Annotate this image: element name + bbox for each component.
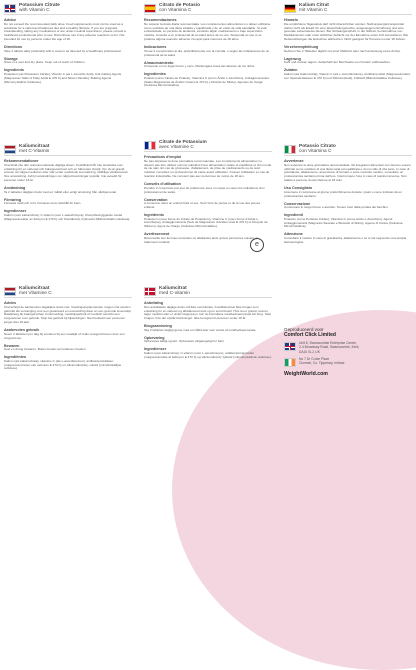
block-title: Citrate de Potassium avec Vitamine C [159,140,207,151]
block-title: Kaliumcitraat met Vitamine C [19,286,52,297]
section-heading: Avertissement [144,232,170,237]
section-text: Koel en droog bewaren. Buiten bereik van kinderen houden. [4,347,87,352]
website-link[interactable]: WeightWorld.com [284,370,328,377]
section-text: No superar la dosis diaria recomendada. Los complementos alimenticios no deben utilizarse como sustituto de una dieta variada y equilibrada y de un estilo de vida saludable. Si está embarazada, en período de lactancia, tomando algún medicamento o bajo supervisión médica, consulte a un profesional de la salud antes de su uso. Suspenda su uso si se produce alguna reacción adversa. No apto para menores de 18 años. [144,21,271,42]
section-heading: Zutaten [284,68,298,73]
section-text: A conserver dans un endroit frais et sec. Tenir hors de portée et de la vue des jeunes enfants. [144,201,261,210]
block-title: Potassio Citrato con Vitamina C [299,144,336,155]
section-text: Déconseillé aux femmes enceintes ou allaitantes ainsi qu'aux personnes suivant un traitement médical. [144,235,259,244]
divider [4,14,132,15]
section-text: Kühl und trocken lagern. Außerhalb der Reichweite von Kindern aufbewahren. [284,60,391,65]
section-heading: Opbevaring [144,335,165,340]
section-text: Prendre 2 comprimés par jour de préférence avec un repas ou selon les indications d'un professionnel de santé. [144,185,265,194]
label-block-dutch [4,286,132,371]
section-heading: Aanbevolen gebruik [4,328,40,333]
label-block-danish [144,286,272,360]
block-header [284,144,412,154]
block-header [144,3,272,13]
label-block-spanish [144,3,272,88]
block-header [4,286,132,296]
section-heading: Recomendaciones [144,18,177,22]
italy-flag-icon [284,145,296,154]
section-text: Die empfohlene Tagesdosis darf nicht überschritten werden. Nahrungsergänzungsmittel dürfen nicht als Ersatz für eine abwechslungsreiche, ausgewogene Ernährung und eine gesunde Lebensweise dienen. Bei Schwangerschaft, in der Stillzeit, bei Einnahme von Medikamenten oder unter ärztlicher Aufsicht vor der Einnahme einen Arzt konsultieren. Bei Nebenwirkungen die Einnahme abbrechen. Nicht geeignet für Personen unter 18 Jahren. [284,21,408,42]
section-text: Kalium (als kaliumcitraat), vitamine C (als L-ascorbinezuur), antiklontermiddelen (magnesiumzouten van vetzuren E 470 b) en siliciumdioxide), vulstof (microkristallijne cellulose). [4,358,122,371]
block-title: Kaliumcitrat med C-vitamin [159,286,190,297]
section-heading: Ingredienser [144,347,167,352]
section-text: Overschrijd de aanbevolen dagelijkse dosis niet. Voedingssupplementen mogen niet worden gebruikt als vervanging voor een gevarieerd en evenwichtig dieet en een gezonde levensstijl. Raadpleeg bij zwangerschap, borstvoeding, medicijngebruik of medisch toezicht een zorgverlener voor gebruik. Stop het gebruik bij bijwerkingen. Niet bedoeld voor personen jonger dan 18 jaar. [4,304,132,325]
section-heading: Directions [4,45,23,50]
section-text: Tag 2 tabletter dagligt gerne med et måltid eller som anvist af sundhedspersonale. [144,327,257,332]
section-text: Ta 2 tabletter dagligen helst med en måltid eller enligt anvisning från vårdpersonal. [4,189,117,194]
address-line: 2-4 Broadway Road, Swanscombe, Kent, [299,345,360,350]
section-heading: Ingrédients [144,212,164,217]
address-line: Clonmel, Co. Tipperary, Ireland [299,361,345,366]
section-text: Neem 2 tabletten per dag bij voorkeur bij een maaltijd of zoals voorgeschreven door een zorgverlener. [4,331,125,340]
section-text: Kalium (als Kaliumcitrat), Vitamin C (als L-Ascorbinsäure), Antiklumpmittel (Magnesiumsalze von Speisefettsäuren E 470 b) und Siliciumdioxid), Füllstoff (Mikrokristalline Cellulose). [284,71,411,80]
block-title: Citrato de Potasio con Vitamina C [159,3,201,14]
label-block-english [4,3,132,84]
label-block-french [144,140,272,245]
section-heading: Advies [4,301,17,305]
section-heading: Conservazione [284,201,311,206]
germany-flag-icon [284,4,296,13]
block-header [144,140,272,150]
block-title: Kaliumcitraat met C-Vitamin [19,144,50,155]
divider [284,14,412,15]
section-heading: Avvertenze [284,159,304,163]
address-ireland [284,357,412,367]
uk-flag-icon [284,342,296,351]
section-text: Store in a cool and dry place. Keep out of reach of children. [4,60,86,65]
block-title: Potassium Citrate with Vitamin C [19,3,60,14]
section-heading: Hinweis [284,18,298,22]
section-heading: Précautions d'emploi [144,155,182,159]
block-header [4,3,132,13]
france-flag-icon [144,141,156,150]
netherlands-flag-icon [4,287,16,296]
section-heading: Ingredients [4,68,24,73]
divider [144,297,272,298]
section-heading: Bewaren [4,343,20,348]
section-text: Potasio (como Citrato de Potasio), Vitamina C (como Ácido L-Ascórbico), Antiaglomerantes (Sales Magnésicas de Ácidos Grasos E 470 b) y Dióxido de Silicio), Agentes de Carga (Celulosa Microcristalina). [144,75,269,88]
uk-flag-icon [4,4,16,13]
block-header [284,3,412,13]
section-text: Do not exceed the recommended daily dose. Food supplements must not be used as a substitute for a varied and balanced diet and a healthy lifestyle. If you are pregnant, breastfeeding, taking any medications or are under medical supervision, please consult a healthcare professional prior to use. Discontinue use if any adverse reactions occur. Not intended for use by persons under the age of 18. [4,21,126,42]
section-heading: Storage [4,56,18,61]
section-heading: Attenzione [284,232,303,237]
recycle-estimated-mark-icon: e [250,238,264,252]
section-heading: Almacenamiento [144,60,174,65]
section-heading: Indicaciones [144,45,167,50]
label-block-italian [284,144,412,245]
spain-flag-icon [144,4,156,13]
section-heading: Anbefaling [144,301,164,305]
section-text: Assumere 2 compresse al giorno preferibilmente durante i pasti o come indicato da un professionista sanitario. [284,189,402,198]
section-heading: Verzehrempfehlung [284,45,319,50]
section-heading: Förvaring [4,197,22,202]
label-block-german [284,3,412,81]
address-line: DA10 0LJ, UK [299,349,320,354]
manufacturer-info [284,327,412,377]
section-heading: Ingredienser [4,209,27,214]
section-heading: Brugsanvisning [144,324,172,329]
divider [144,151,272,152]
section-text: Kalium (som kaliumcitrat), C-vitamin (som L-ascorbinsyre), antiklumpningsmidler (magnesiumsalte af fedtsyrer E 470 b) og siliciumdioxid), fyldstof (mikrokrystallinsk cellulose). [144,350,272,359]
section-heading: Rekommendationer [4,159,39,163]
divider [4,155,132,156]
section-text: Consultare il medico in caso di gravidanza, allattamento o se si sta seguendo una terapia farmacologica. [284,235,407,244]
section-heading: Uso Consigliato [284,186,313,191]
section-text: Take 2 tablets daily preferably with a meal or as directed by a healthcare professional. [4,48,122,53]
section-text: Opbevares køligt og tørt. Opbevares utilgængeligt for børn. [144,339,225,344]
company-name: Comfort Click Limited [284,332,336,338]
section-heading: Ingrediënten [4,355,27,360]
label-block-swedish [4,144,132,222]
section-text: Overskrid inte den rekommenderade dagliga dosen. Kosttillskott får inte användas som ersättning för en varierad och balanserad kost och en hälsosam livsstil. Om du är gravid, ammar, tar några mediciner eller står under medicinsk övervakning, rådfråga vårdpersonal före användning. Avbryt användningen om några biverkningar uppstår. Inte avsedd för personer under 18 år. [4,162,128,183]
block-title: Kalium Citrat mit Vitamin C [299,3,329,14]
section-heading: Ingredientes [144,72,166,77]
block-header [4,144,132,154]
section-text: Conservare in luogo fresco e asciutto. Tenere fuori dalla portata dei bambini. [284,205,389,210]
denmark-flag-icon [144,287,156,296]
section-heading: Advice [4,18,17,22]
section-heading: Conseils d'utilisation [144,182,181,187]
section-text: Potassium (sous forme de Citrate de Potassium), Vitamine C (sous forme d'Acide L-Ascorbique), Antiagglomérants (Sels de Magnésium d'Acides Gras E 470 b) et Dioxyde de Silicium), Agent de charge (Cellulose Microcristalline). [144,216,268,229]
section-text: Ne pas dépasser la dose journalière recommandée. Les compléments alimentaires ne doivent pas être utilisés comme substitut d'une alimentation variée et équilibrée et d'un mode de vie sain. En cas de grossesse, d'allaitement, de prise de médicaments ou de suivi médical, consultez un professionnel de santé avant utilisation. Cessez l'utilisation en cas de réaction indésirable. Ne convient pas aux personnes de moins de 18 ans. [144,158,272,179]
block-header [144,286,272,296]
address-line: Unit 8, Swanscombe Enterprise Centre, [299,341,357,345]
address-line: No 7 Dr Croke Place [299,356,330,361]
section-text: Den anbefalede daglige dosis må ikke overskrides. Kosttilskud bør ikke bruges som erstatning for en varieret og afbalanceret kost og en sund livsstil. Hvis du er gravid, ammer, tager medicin eller er under lægeopsyn, bør du konsultere sundhedspersonale før brug. Stop brugen, hvis der opstår bivirkninger. Ikke beregnet til personer under 18 år. [144,304,272,321]
section-heading: Conservation [144,197,168,202]
section-heading: Användning [4,186,26,191]
section-text: Nehmen Sie 2 Tabletten täglich mit einer Mahlzeit oder nach Anweisung eines Arztes. [284,48,401,53]
section-text: Conservar en un lugar fresco y seco. Manténgase fuera del alcance de los niños. [144,64,256,69]
section-text: Förvaras svalt och torrt. Förvaras utom räckhåll för barn. [4,201,82,206]
section-text: Non superare la dose giornaliera raccomandata. Gli integratori alimentari non devono essere utilizzati come sostituto di una dieta varia ed equilibrata e di uno stile di vita sano. In caso di gravidanza, allattamento, assunzione di farmaci o sotto controllo medico, consultare un professionista sanitario prima dell'uso. Interrompere l'uso in caso di reazioni avverse. Non adatto a persone di età inferiore ai 18 anni. [284,162,411,183]
produced-for-label: Geproduceerd voor [284,327,324,332]
divider [144,14,272,15]
divider [284,155,412,156]
netherlands-flag-icon [4,145,16,154]
section-text: Potassio (come Potassio Citrato), Vitamina C (come Acido L-Ascorbico), Agenti Antiagglomeranti (Magnesio Stearato e Biossido di Silicio), Agente di Carica (Cellulosa Microcristallina). [284,216,403,229]
section-heading: Ingredienti [284,213,303,218]
section-text: Kalium (som kaliumcitrat), C-vitamin (som L-askorbinsyra), Klumpförebyggande medel (Magnesiumsalter av fettsyror E 470 b) och Kiseldioxid), Fyllmedel (Mikrokristallin cellulosa). [4,212,131,221]
ireland-flag-icon [284,358,296,367]
address-uk [284,341,412,354]
divider [4,297,132,298]
section-heading: Lagerung [284,56,301,61]
section-text: Potassium (as Potassium Citrate), Vitamin C (as L-Ascorbic Acid), Anti-Caking Agents (Magnesium Salts of Fatty Acids E 470 b) and Silicon Dioxide), Bulking Agents (Microcrystalline Cellulose). [4,71,122,84]
section-text: Tomar 2 comprimidos al día, preferiblemente con la comida, o según las indicaciones de un profesional de la salud. [144,48,270,57]
